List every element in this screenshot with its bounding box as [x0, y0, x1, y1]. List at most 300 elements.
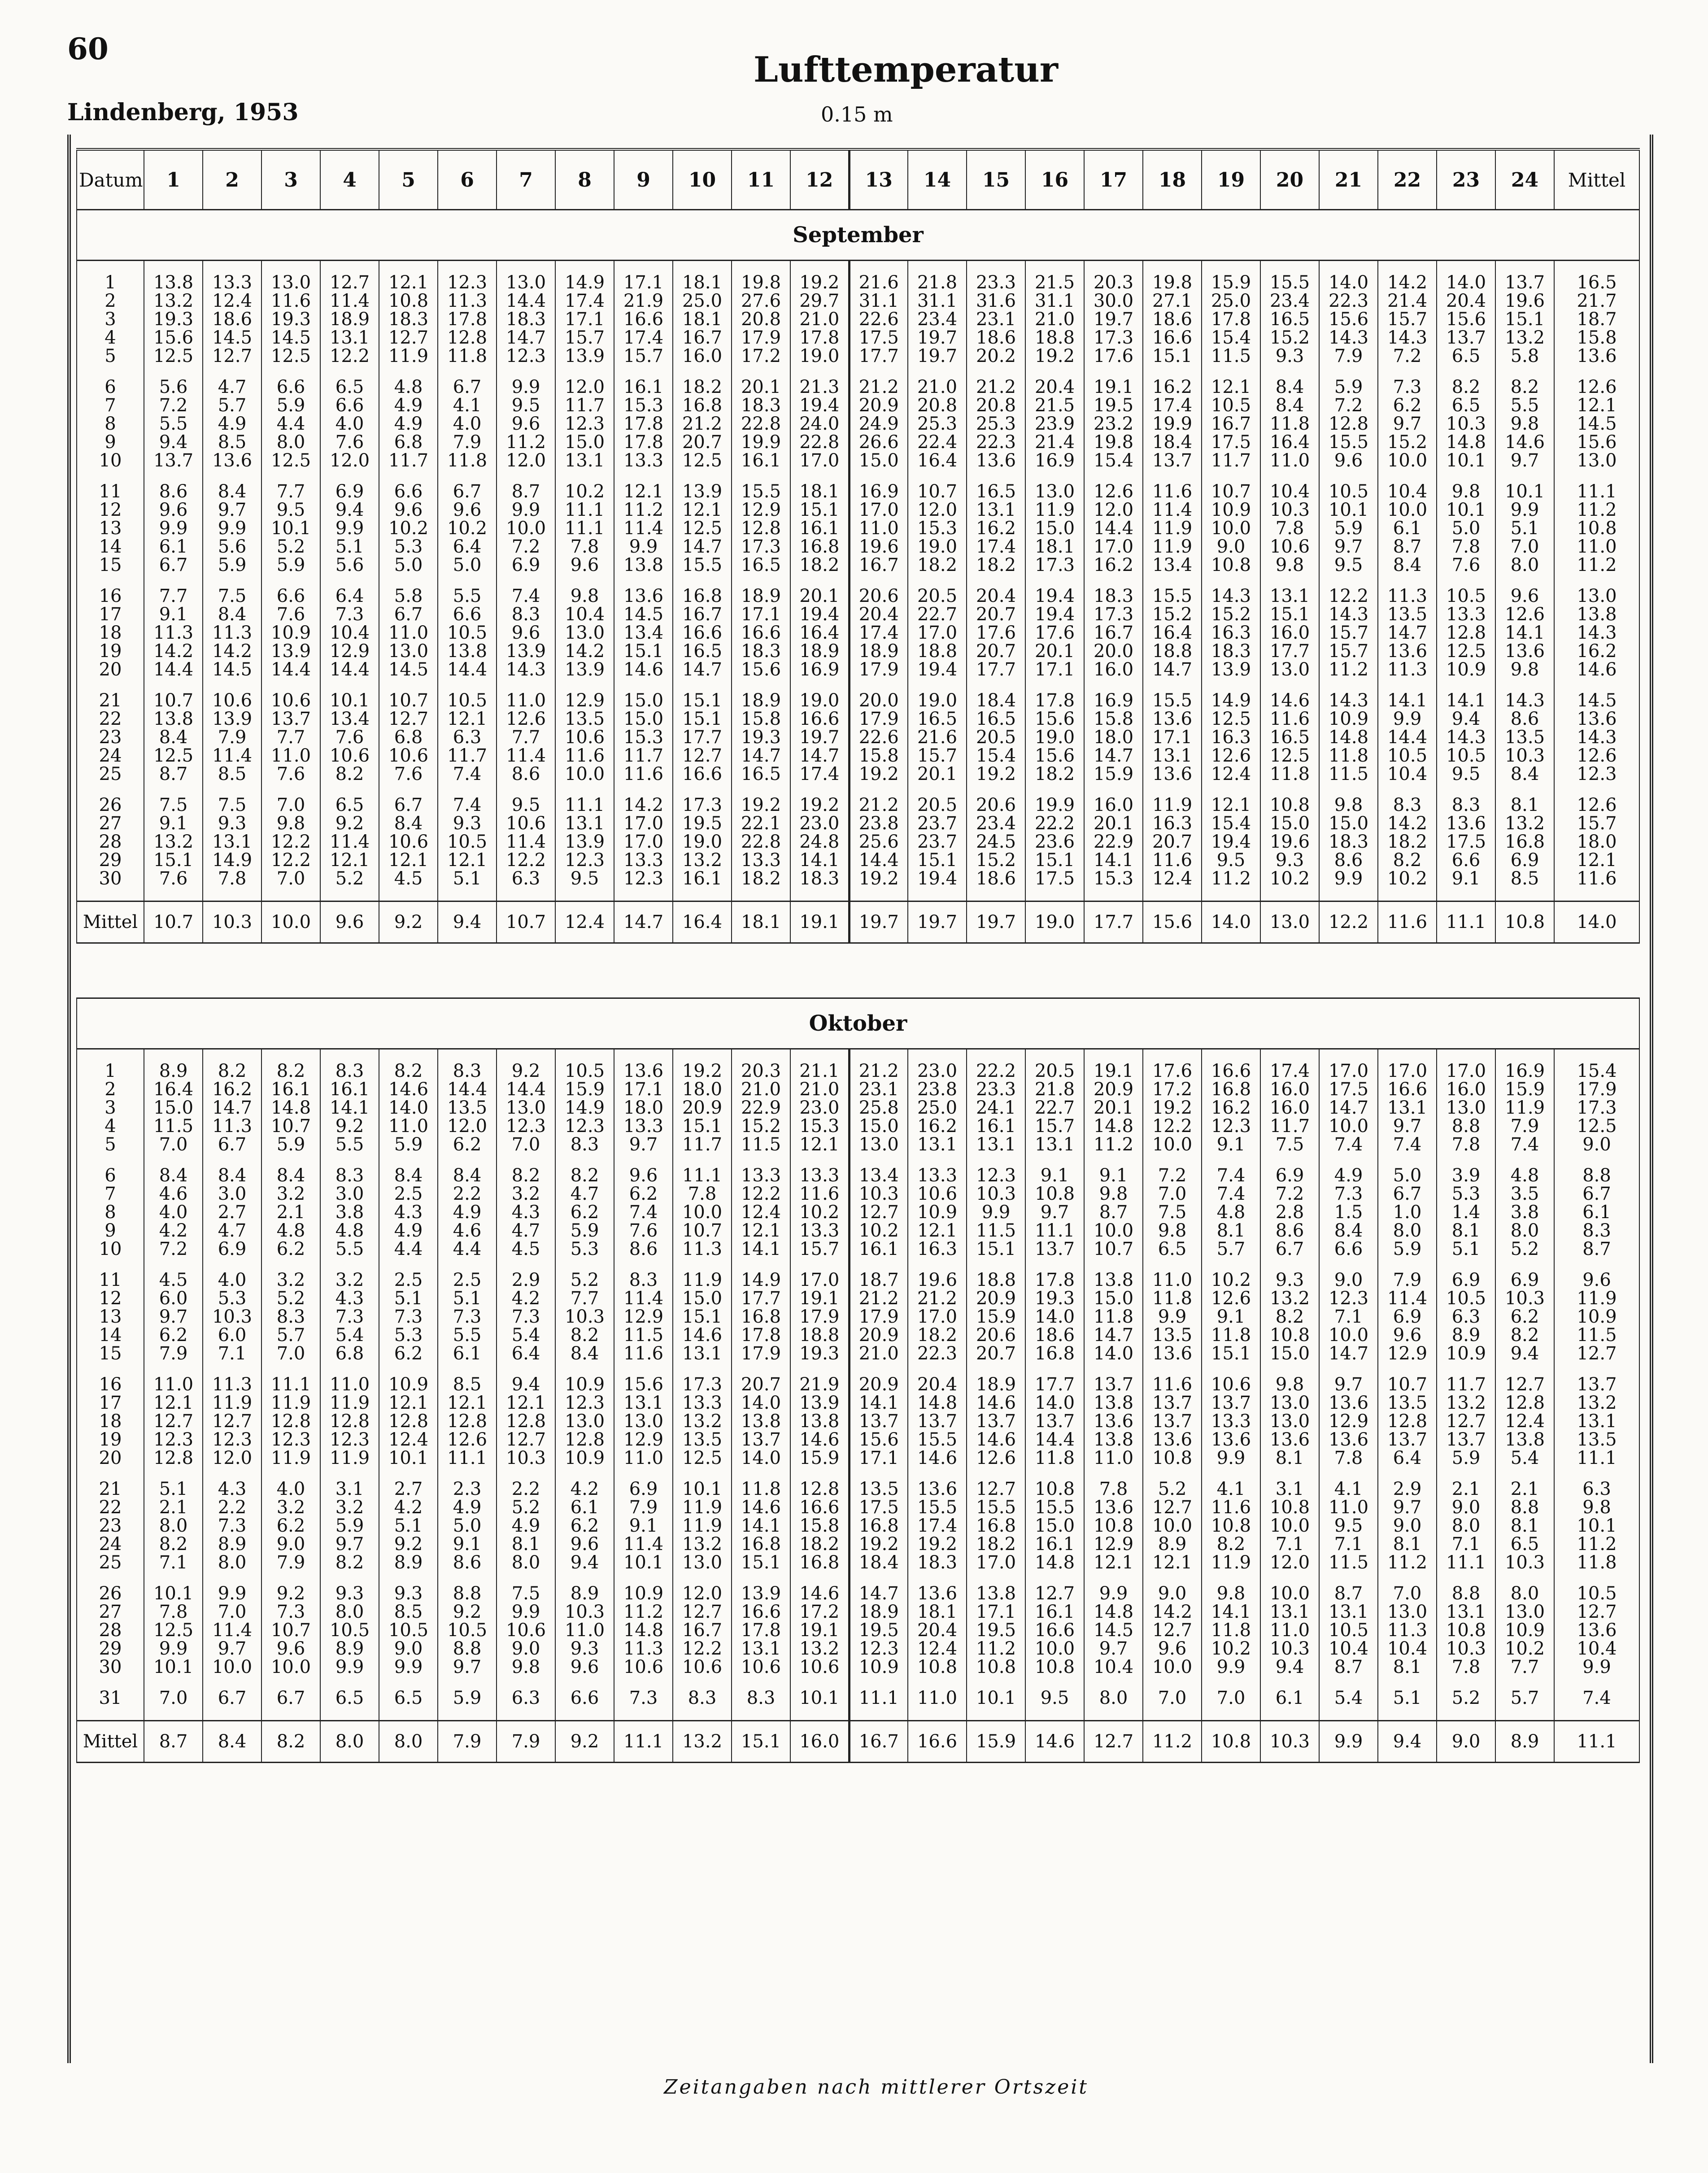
value-cell: 13.6: [614, 587, 673, 605]
value-cell: 18.9: [790, 642, 849, 661]
value-cell: 10.4: [555, 605, 614, 624]
value-cell: 13.1: [320, 329, 379, 347]
value-cell: 13.1: [555, 814, 614, 833]
value-cell: 5.2: [1143, 1480, 1202, 1498]
value-cell: 5.9: [1437, 1449, 1495, 1468]
value-cell: 13.3: [614, 1117, 673, 1136]
row-label: 12: [77, 1289, 144, 1308]
spacer-cell: [497, 1154, 555, 1167]
value-cell: 11.4: [614, 519, 673, 538]
value-cell: 7.5: [1143, 1203, 1202, 1222]
value-cell: 9.7: [1319, 1376, 1378, 1394]
value-cell: 7.3: [438, 1308, 497, 1326]
value-cell: 2.5: [379, 1271, 438, 1289]
spacer-cell: [144, 1572, 203, 1585]
value-cell: 11.1: [438, 1449, 497, 1468]
value-cell: 21.0: [908, 378, 967, 396]
value-cell: 12.0: [320, 452, 379, 470]
value-cell: 19.2: [790, 796, 849, 814]
value-cell: 12.3: [497, 1117, 555, 1136]
value-cell: 13.9: [790, 1394, 849, 1412]
value-cell: 17.0: [1378, 1062, 1437, 1080]
value-cell: 15.7: [790, 1240, 849, 1259]
value-cell: 11.0: [261, 747, 320, 765]
value-cell: 12.1: [379, 851, 438, 870]
value-cell: 13.9: [555, 661, 614, 679]
value-cell: 16.1: [732, 452, 790, 470]
value-cell: 4.9: [1319, 1167, 1378, 1185]
value-cell: 10.8: [1437, 1621, 1495, 1640]
value-cell: 13.3: [790, 1222, 849, 1240]
value-cell: 20.9: [849, 1326, 908, 1345]
value-cell: 11.1: [555, 796, 614, 814]
value-cell: 6.4: [320, 587, 379, 605]
row-label: 15: [77, 1345, 144, 1363]
value-cell: 9.0: [1437, 1721, 1495, 1763]
daily-mean-cell: 10.1: [1554, 1517, 1639, 1535]
value-cell: 17.4: [614, 329, 673, 347]
value-cell: 9.6: [379, 501, 438, 519]
value-cell: 5.3: [203, 1289, 261, 1308]
spacer-row: [77, 261, 1639, 274]
value-cell: 14.6: [732, 1498, 790, 1517]
daily-mean-cell: 15.8: [1554, 329, 1639, 347]
value-cell: 10.3: [555, 1308, 614, 1326]
row-label: 27: [77, 814, 144, 833]
value-cell: 9.9: [320, 1658, 379, 1677]
spacer-cell: [203, 1259, 261, 1271]
value-cell: 16.0: [1084, 661, 1143, 679]
value-cell: 14.4: [1084, 519, 1143, 538]
value-cell: 13.8: [1495, 1431, 1554, 1449]
row-label: 15: [77, 556, 144, 575]
value-cell: 5.5: [144, 415, 203, 433]
spacer-cell: [1143, 366, 1202, 378]
spacer-cell: [1084, 261, 1143, 274]
value-cell: 8.3: [438, 1062, 497, 1080]
value-cell: 11.4: [320, 292, 379, 310]
value-cell: 10.1: [967, 1689, 1025, 1707]
value-cell: 13.6: [1143, 1431, 1202, 1449]
value-cell: 8.6: [1319, 851, 1378, 870]
value-cell: 13.7: [967, 1412, 1025, 1431]
value-cell: 16.7: [849, 1721, 908, 1763]
value-cell: 6.1: [144, 538, 203, 556]
value-cell: 17.4: [849, 624, 908, 642]
spacer-cell: [379, 888, 438, 901]
value-cell: 10.1: [1319, 501, 1378, 519]
value-cell: 17.7: [1084, 901, 1143, 943]
value-cell: 12.0: [497, 452, 555, 470]
value-cell: 21.0: [732, 1080, 790, 1099]
spacer-cell: [497, 679, 555, 692]
spacer-cell: [1143, 1363, 1202, 1376]
value-cell: 8.4: [144, 1167, 203, 1185]
spacer-cell: [790, 261, 849, 274]
value-cell: 15.7: [1378, 310, 1437, 329]
value-cell: 11.3: [203, 624, 261, 642]
value-cell: 10.2: [1260, 870, 1319, 888]
value-cell: 13.8: [438, 642, 497, 661]
value-cell: 25.0: [1202, 292, 1260, 310]
value-cell: 16.8: [1495, 833, 1554, 851]
footer-note: Zeitangaben nach mittlerer Ortszeit: [664, 2076, 1089, 2099]
value-cell: 14.1: [1378, 692, 1437, 710]
header-hour-16: 16: [1025, 149, 1084, 210]
value-cell: 25.8: [849, 1099, 908, 1117]
value-cell: 17.0: [849, 501, 908, 519]
value-cell: 11.6: [614, 765, 673, 784]
value-cell: 18.9: [849, 1603, 908, 1621]
value-cell: 1.5: [1319, 1203, 1378, 1222]
value-cell: 13.0: [1437, 1099, 1495, 1117]
value-cell: 17.0: [614, 814, 673, 833]
value-cell: 16.1: [673, 870, 732, 888]
value-cell: 13.8: [1084, 1394, 1143, 1412]
value-cell: 8.0: [320, 1721, 379, 1763]
value-cell: 5.7: [261, 1326, 320, 1345]
value-cell: 12.1: [614, 483, 673, 501]
table-row: [77, 1289, 1639, 1308]
spacer-cell: [320, 1572, 379, 1585]
value-cell: 5.2: [320, 870, 379, 888]
value-cell: 12.7: [849, 1203, 908, 1222]
value-cell: 14.6: [790, 1431, 849, 1449]
value-cell: 10.0: [1025, 1640, 1084, 1658]
value-cell: 22.3: [1319, 292, 1378, 310]
value-cell: 18.2: [967, 556, 1025, 575]
spacer-cell: [1025, 679, 1084, 692]
value-cell: 31.6: [967, 292, 1025, 310]
value-cell: 18.9: [849, 642, 908, 661]
value-cell: 9.4: [438, 901, 497, 943]
value-cell: 14.1: [1437, 692, 1495, 710]
value-cell: 6.5: [320, 1689, 379, 1707]
value-cell: 15.1: [1495, 310, 1554, 329]
value-cell: 14.0: [379, 1099, 438, 1117]
value-cell: 6.3: [497, 870, 555, 888]
value-cell: 9.7: [203, 501, 261, 519]
spacer-cell: [849, 1363, 908, 1376]
spacer-cell: [790, 1468, 849, 1480]
value-cell: 13.6: [1084, 1498, 1143, 1517]
spacer-cell: [77, 1468, 144, 1480]
daily-mean-cell: 11.1: [1554, 1721, 1639, 1763]
spacer-cell: [790, 1707, 849, 1721]
value-cell: 27.6: [732, 292, 790, 310]
value-cell: 15.3: [908, 519, 967, 538]
value-cell: 18.8: [790, 1326, 849, 1345]
header-hour-13: 13: [849, 149, 908, 210]
value-cell: 16.9: [849, 483, 908, 501]
value-cell: 11.4: [1143, 501, 1202, 519]
value-cell: 16.1: [320, 1080, 379, 1099]
value-cell: 7.8: [555, 538, 614, 556]
value-cell: 10.6: [1202, 1376, 1260, 1394]
value-cell: 12.1: [790, 1136, 849, 1154]
value-cell: 19.2: [849, 765, 908, 784]
table-row: [77, 624, 1639, 642]
value-cell: 8.6: [497, 765, 555, 784]
value-cell: 11.6: [1202, 1498, 1260, 1517]
value-cell: 9.7: [1025, 1203, 1084, 1222]
value-cell: 12.6: [967, 1449, 1025, 1468]
value-cell: 19.9: [732, 433, 790, 452]
value-cell: 9.6: [1319, 452, 1378, 470]
value-cell: 7.0: [1202, 1689, 1260, 1707]
daily-mean-cell: 12.3: [1554, 765, 1639, 784]
value-cell: 17.0: [614, 833, 673, 851]
value-cell: 16.6: [732, 1603, 790, 1621]
value-cell: 7.4: [1495, 1136, 1554, 1154]
spacer-cell: [1025, 366, 1084, 378]
value-cell: 19.7: [849, 901, 908, 943]
value-cell: 9.2: [379, 901, 438, 943]
value-cell: 20.7: [1143, 833, 1202, 851]
spacer-cell: [144, 784, 203, 796]
value-cell: 4.0: [144, 1203, 203, 1222]
value-cell: 7.8: [1437, 1136, 1495, 1154]
value-cell: 7.3: [203, 1517, 261, 1535]
daily-mean-cell: 9.9: [1554, 1658, 1639, 1677]
value-cell: 12.3: [1319, 1289, 1378, 1308]
value-cell: 3.8: [320, 1203, 379, 1222]
value-cell: 9.8: [497, 1658, 555, 1677]
spacer-cell: [849, 1572, 908, 1585]
value-cell: 13.0: [1260, 901, 1319, 943]
value-cell: 8.5: [1495, 870, 1554, 888]
value-cell: 13.6: [1495, 642, 1554, 661]
value-cell: 17.8: [1025, 1271, 1084, 1289]
spacer-cell: [673, 1363, 732, 1376]
value-cell: 7.4: [497, 587, 555, 605]
header-hour-20: 20: [1260, 149, 1319, 210]
table-row: [77, 415, 1639, 433]
spacer-cell: [908, 1707, 967, 1721]
value-cell: 5.6: [320, 556, 379, 575]
monthly-mean-row: [77, 1721, 1639, 1763]
value-cell: 13.0: [673, 1554, 732, 1572]
value-cell: 11.6: [614, 1345, 673, 1363]
value-cell: 18.6: [967, 329, 1025, 347]
value-cell: 16.6: [673, 624, 732, 642]
spacer-cell: [967, 1468, 1025, 1480]
spacer-cell: [790, 1572, 849, 1585]
value-cell: 8.7: [497, 483, 555, 501]
spacer-cell: [1084, 1154, 1143, 1167]
spacer-cell: [438, 470, 497, 483]
value-cell: 9.6: [320, 901, 379, 943]
table-row: [77, 1603, 1639, 1621]
value-cell: 4.1: [1319, 1480, 1378, 1498]
value-cell: 19.0: [908, 692, 967, 710]
spacer-cell: [438, 1572, 497, 1585]
value-cell: 21.1: [790, 1062, 849, 1080]
table-row: [77, 519, 1639, 538]
value-cell: 10.0: [203, 1658, 261, 1677]
value-cell: 15.1: [1025, 851, 1084, 870]
value-cell: 14.2: [1378, 814, 1437, 833]
value-cell: 9.6: [614, 1167, 673, 1185]
value-cell: 19.0: [790, 692, 849, 710]
value-cell: 14.3: [1319, 605, 1378, 624]
value-cell: 12.9: [555, 692, 614, 710]
value-cell: 13.2: [144, 292, 203, 310]
spacer-cell: [320, 575, 379, 587]
value-cell: 16.2: [1084, 556, 1143, 575]
spacer-cell: [555, 784, 614, 796]
value-cell: 9.1: [144, 605, 203, 624]
value-cell: 17.0: [790, 1271, 849, 1289]
value-cell: 3.0: [320, 1185, 379, 1203]
spacer-cell: [438, 1363, 497, 1376]
value-cell: 5.3: [1437, 1185, 1495, 1203]
value-cell: 12.7: [320, 274, 379, 292]
value-cell: 23.2: [1084, 415, 1143, 433]
value-cell: 13.1: [732, 1640, 790, 1658]
value-cell: 12.8: [497, 1412, 555, 1431]
value-cell: 12.3: [555, 851, 614, 870]
value-cell: 13.5: [555, 710, 614, 728]
spacer-cell: [1202, 575, 1260, 587]
value-cell: 13.1: [908, 1136, 967, 1154]
daily-mean-cell: 14.6: [1554, 661, 1639, 679]
value-cell: 10.2: [849, 1222, 908, 1240]
value-cell: 6.5: [379, 1689, 438, 1707]
row-label: 1: [77, 274, 144, 292]
daily-mean-cell: 8.3: [1554, 1222, 1639, 1240]
value-cell: 21.5: [1025, 274, 1084, 292]
value-cell: 8.0: [1495, 556, 1554, 575]
value-cell: 14.1: [732, 1240, 790, 1259]
value-cell: 11.0: [1260, 1621, 1319, 1640]
value-cell: 18.6: [967, 870, 1025, 888]
row-label: 2: [77, 1080, 144, 1099]
value-cell: 13.8: [614, 556, 673, 575]
value-cell: 20.8: [732, 310, 790, 329]
value-cell: 10.0: [1260, 1585, 1319, 1603]
spacer-cell: [261, 1572, 320, 1585]
value-cell: 6.1: [438, 1345, 497, 1363]
value-cell: 15.5: [908, 1498, 967, 1517]
value-cell: 7.2: [144, 1240, 203, 1259]
value-cell: 10.8: [1202, 1721, 1260, 1763]
daily-mean-cell: 16.5: [1554, 274, 1639, 292]
value-cell: 8.3: [497, 605, 555, 624]
value-cell: 8.2: [1202, 1535, 1260, 1554]
value-cell: 8.4: [379, 814, 438, 833]
value-cell: 16.5: [732, 556, 790, 575]
value-cell: 7.0: [203, 1603, 261, 1621]
value-cell: 4.3: [497, 1203, 555, 1222]
value-cell: 10.0: [1143, 1658, 1202, 1677]
value-cell: 18.3: [1202, 642, 1260, 661]
spacer-cell: [1025, 1049, 1084, 1063]
value-cell: 10.7: [497, 901, 555, 943]
header-hour-3: 3: [261, 149, 320, 210]
value-cell: 12.5: [673, 1449, 732, 1468]
value-cell: 6.7: [203, 1136, 261, 1154]
spacer-cell: [1495, 1154, 1554, 1167]
value-cell: 12.5: [144, 347, 203, 366]
value-cell: 8.9: [320, 1640, 379, 1658]
value-cell: 11.3: [203, 1117, 261, 1136]
value-cell: 19.2: [908, 1535, 967, 1554]
value-cell: 20.3: [732, 1062, 790, 1080]
spacer-cell: [144, 470, 203, 483]
row-label: 21: [77, 692, 144, 710]
value-cell: 10.5: [555, 1062, 614, 1080]
spacer-row: [77, 575, 1639, 587]
table-row: [77, 329, 1639, 347]
value-cell: 19.2: [1143, 1099, 1202, 1117]
value-cell: 11.6: [790, 1185, 849, 1203]
table-row: [77, 1431, 1639, 1449]
value-cell: 18.3: [790, 870, 849, 888]
value-cell: 6.2: [614, 1185, 673, 1203]
value-cell: 17.8: [614, 415, 673, 433]
spacer-cell: [790, 888, 849, 901]
value-cell: 20.1: [1025, 642, 1084, 661]
header-hour-22: 22: [1378, 149, 1437, 210]
value-cell: 12.2: [320, 347, 379, 366]
spacer-cell: [614, 261, 673, 274]
value-cell: 8.4: [1319, 1222, 1378, 1240]
value-cell: 9.7: [1378, 415, 1437, 433]
table-row: [77, 642, 1639, 661]
value-cell: 6.7: [1378, 1185, 1437, 1203]
value-cell: 5.2: [555, 1271, 614, 1289]
spacer-cell: [849, 1707, 908, 1721]
value-cell: 8.5: [379, 1603, 438, 1621]
row-label: 25: [77, 1554, 144, 1572]
value-cell: 9.7: [144, 1308, 203, 1326]
daily-mean-cell: 18.7: [1554, 310, 1639, 329]
value-cell: 11.3: [438, 292, 497, 310]
spacer-cell: [1084, 888, 1143, 901]
value-cell: 2.2: [203, 1498, 261, 1517]
spacer-cell: [438, 366, 497, 378]
value-cell: 20.7: [967, 642, 1025, 661]
value-cell: 15.1: [673, 692, 732, 710]
value-cell: 13.1: [203, 833, 261, 851]
value-cell: 7.7: [1495, 1658, 1554, 1677]
value-cell: 14.5: [203, 661, 261, 679]
spacer-cell: [1319, 1154, 1378, 1167]
spacer-cell: [614, 1363, 673, 1376]
value-cell: 12.1: [1202, 796, 1260, 814]
spacer-cell: [77, 1677, 144, 1689]
value-cell: 13.7: [849, 1412, 908, 1431]
spacer-cell: [790, 1677, 849, 1689]
spacer-cell: [144, 1468, 203, 1480]
value-cell: 10.7: [908, 483, 967, 501]
value-cell: 18.7: [849, 1271, 908, 1289]
value-cell: 18.4: [967, 692, 1025, 710]
value-cell: 8.2: [1378, 851, 1437, 870]
value-cell: 9.7: [1378, 1498, 1437, 1517]
value-cell: 5.1: [1437, 1240, 1495, 1259]
spacer-cell: [1202, 1677, 1260, 1689]
value-cell: 11.4: [1378, 1289, 1437, 1308]
month-name: September: [77, 210, 1639, 261]
value-cell: 17.7: [673, 728, 732, 747]
value-cell: 12.8: [732, 519, 790, 538]
spacer-cell: [497, 1572, 555, 1585]
value-cell: 18.2: [908, 556, 967, 575]
value-cell: 12.3: [203, 1431, 261, 1449]
value-cell: 8.2: [320, 1554, 379, 1572]
